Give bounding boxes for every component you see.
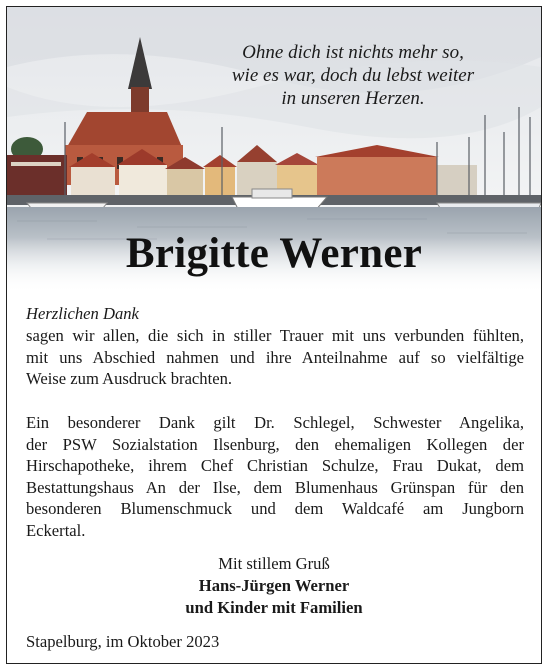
paragraph-line: Weise zum Ausdruck brachten.	[26, 369, 233, 388]
signature-family: und Kinder mit Familien	[185, 598, 363, 617]
quote-line: Ohne dich ist nichts mehr so,	[242, 42, 464, 63]
deceased-name: Brigitte Werner	[125, 230, 423, 277]
paragraph-line: Eckertal.	[26, 520, 86, 540]
quote-line: wie es war, doch du lebst weiter	[231, 65, 475, 86]
place-date: Stapelburg, im Oktober 2023	[26, 632, 220, 651]
paragraph-line: Ein besonderer Dank gilt Dr. Schlegel, Schwester Angelika,	[26, 413, 524, 432]
paragraph-line: Hirschapotheke, ihrem Chef Christian Schulze, Frau Dukat, dem	[26, 456, 524, 475]
paragraph-line: mit uns Abschied nahmen und ihre Anteilnahme auf so vielfältige	[26, 347, 524, 367]
obituary-card	[6, 6, 542, 664]
signature-name: Hans-Jürgen Werner	[198, 576, 350, 595]
special-thanks-paragraph	[26, 412, 524, 541]
paragraph-line: der PSW Sozialstation Ilsenburg, den ehemaligen Kollegen der	[26, 434, 524, 454]
paragraph-line: sagen wir allen, die sich in stiller Trauer mit uns verbunden fühlten,	[26, 326, 524, 345]
greeting: Herzlichen Dank	[26, 304, 139, 323]
quote-line: in unseren Herzen.	[281, 88, 425, 109]
memorial-quote	[203, 41, 503, 110]
paragraph-line: Bestattungshaus An der Ilse, dem Blumenhaus Grünspan für den	[26, 477, 524, 497]
thanks-paragraph	[26, 325, 524, 390]
signature-closing: Mit stillem Gruß	[218, 554, 330, 573]
paragraph-line: besonderen Blumenschmuck und dem Waldcafé am Jungborn	[26, 499, 524, 518]
